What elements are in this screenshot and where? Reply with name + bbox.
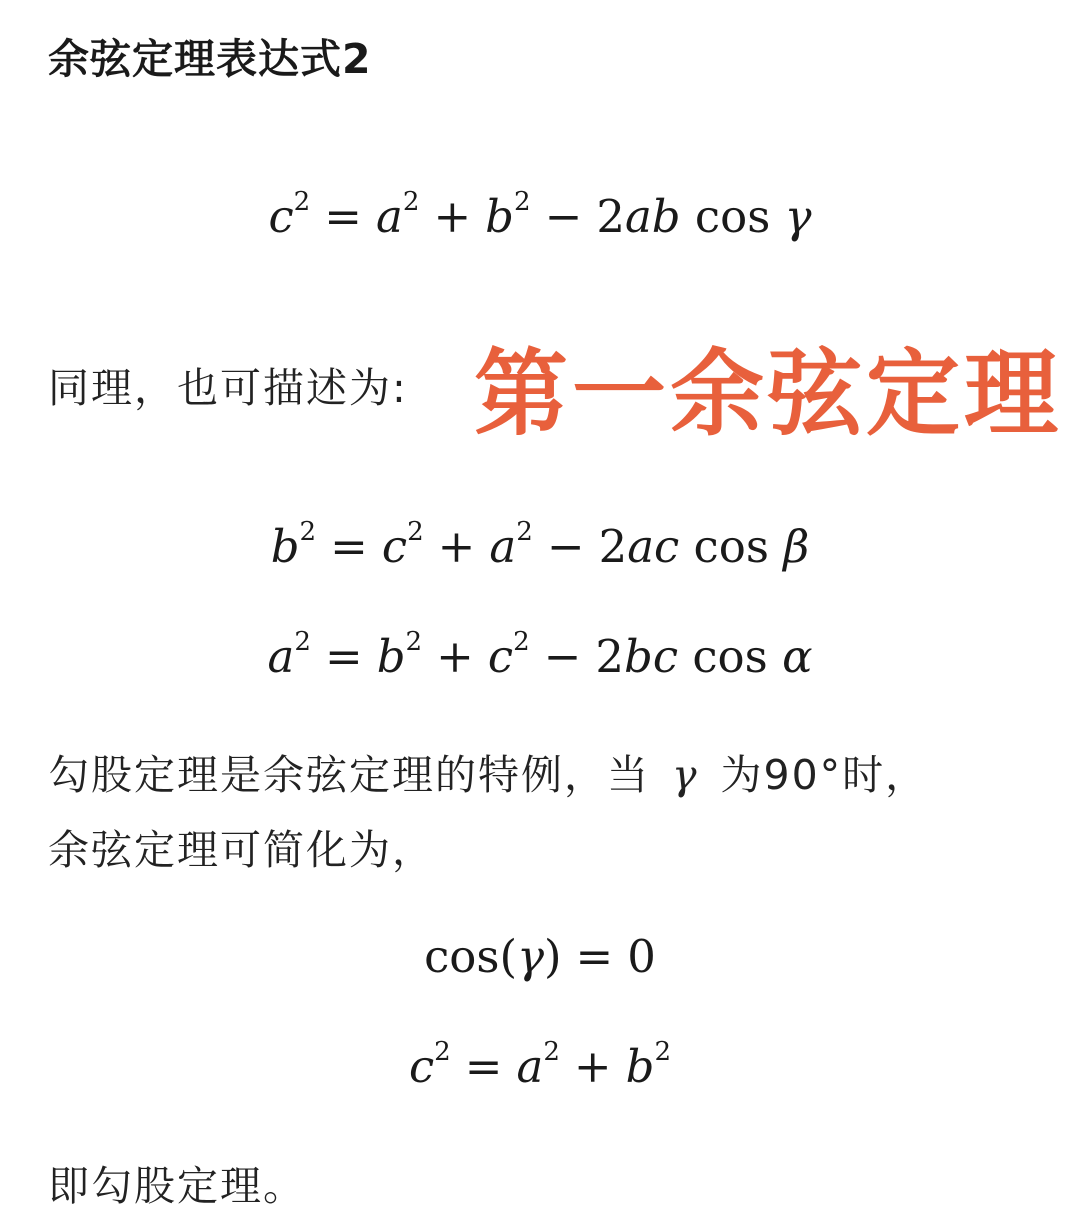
conclusion-text: 即勾股定理。 [48,1162,306,1210]
law-of-cosines-alpha: $a^2 = b^2 + c^2 - 2bc$ cos α [267,626,813,683]
special-case-text-line1: 勾股定理是余弦定理的特例，当 γ 为90°时， [48,751,929,799]
pythagorean-equation: $c^2 = a^2 + b^2$ [408,1036,672,1093]
law-of-cosines-gamma: $c^2 = a^2 + b^2 - 2ab$ cos γ [268,186,812,243]
cos-gamma-zero-equation: cos(γ) = 0 [424,930,656,983]
page-title: 余弦定理表达式2 [48,35,372,83]
intro-text: 同理，也可描述为: [48,364,408,412]
highlight-annotation: 第一余弦定理 [474,340,1063,449]
special-case-text-line2: 余弦定理可简化为， [48,826,435,874]
law-of-cosines-beta: $b^2 = c^2 + a^2 - 2ac$ cos β [270,516,810,573]
